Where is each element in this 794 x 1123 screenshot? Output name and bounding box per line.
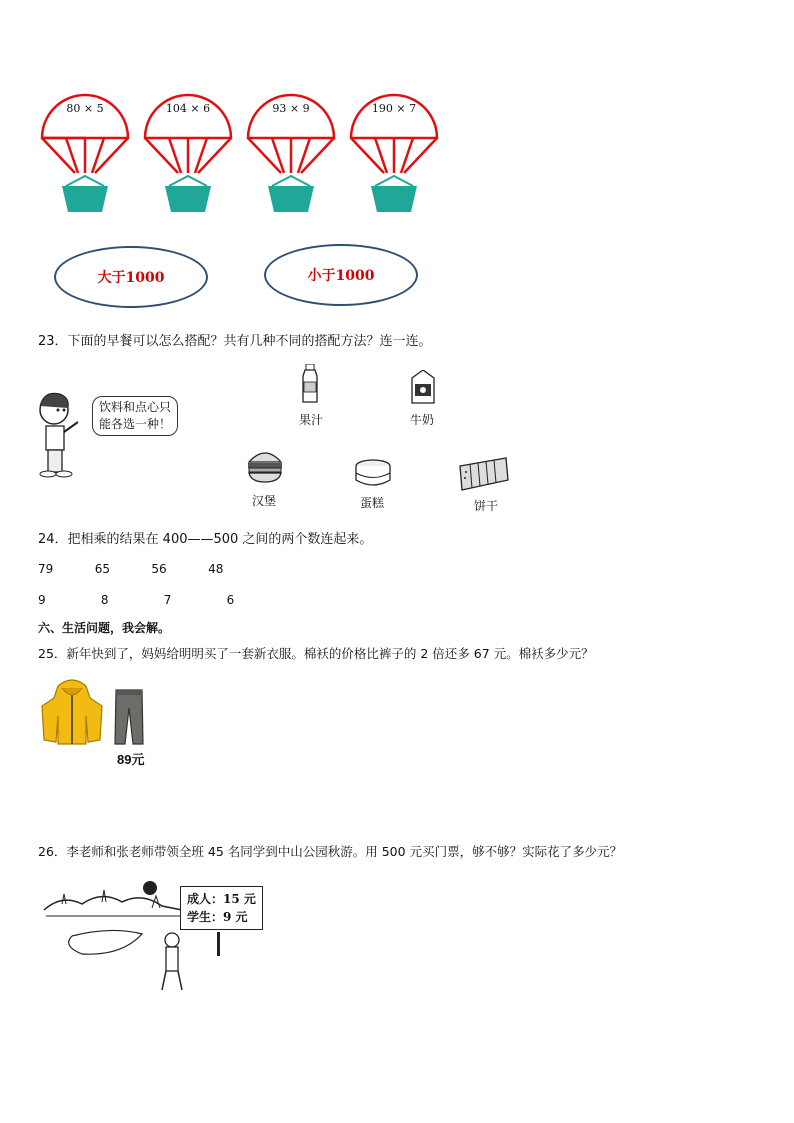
speech-bubble (92, 396, 178, 436)
parachute-expr: 104 × 6 (165, 102, 211, 115)
parachute-3 (236, 88, 346, 218)
milk-carton-icon (408, 370, 438, 404)
parachute-2 (133, 88, 243, 218)
numbers-row-2[interactable]: 9 8 7 6 (38, 593, 235, 607)
sign-adult-price: 成人：15 元 (187, 892, 256, 906)
boy-illustration (34, 388, 92, 480)
section-6-heading: 六、生活问题，我会解。 (38, 621, 171, 635)
question-25: 25．新年快到了，妈妈给明明买了一套新衣服。棉袄的价格比裤子的 2 倍还多 67 元。棉袄多少元？ (38, 646, 594, 661)
target-less-label: 小于1000 (307, 268, 375, 284)
target-greater-than-1000[interactable] (54, 246, 208, 308)
cake-icon (354, 458, 392, 488)
parachute-expr: 93 × 9 (272, 102, 310, 115)
bubble-line-2: 能各选一种！ (99, 417, 172, 431)
sign-student-price: 学生：9 元 (187, 910, 248, 924)
snack-cake[interactable]: 蛋糕 (359, 496, 384, 510)
ticket-price-sign (180, 886, 263, 930)
juice-bottle-icon (300, 364, 320, 404)
pants-icon (114, 688, 144, 746)
jacket-icon (40, 676, 104, 746)
park-illustration (42, 876, 192, 996)
bubble-line-1: 饮料和点心只 (99, 400, 172, 414)
question-26: 26．李老师和张老师带领全班 45 名同学到中山公园秋游。用 500 元买门票，够不够？实际花了多少元？ (38, 844, 623, 859)
numbers-row-1[interactable]: 79 65 56 48 (38, 562, 224, 576)
parachute-expr: 80 × 5 (66, 102, 104, 115)
question-24: 24．把相乘的结果在 400——500 之间的两个数连起来。 (38, 532, 373, 547)
target-less-than-1000[interactable] (264, 244, 418, 306)
snack-biscuit[interactable]: 饼干 (473, 499, 498, 513)
target-greater-label: 大于1000 (97, 270, 165, 286)
biscuit-icon (456, 456, 510, 492)
pants-price: 89元 (117, 752, 145, 767)
question-23: 23．下面的早餐可以怎么搭配？共有几种不同的搭配方法？连一连。 (38, 334, 432, 349)
snack-hamburger[interactable]: 汉堡 (251, 494, 276, 508)
hamburger-icon (246, 448, 284, 484)
drink-milk[interactable]: 牛奶 (409, 413, 434, 427)
sign-post (217, 932, 220, 956)
parachute-1 (30, 88, 140, 218)
parachute-4 (339, 88, 449, 218)
parachute-expr: 190 × 7 (371, 102, 417, 115)
drink-juice[interactable]: 果汁 (298, 413, 323, 427)
